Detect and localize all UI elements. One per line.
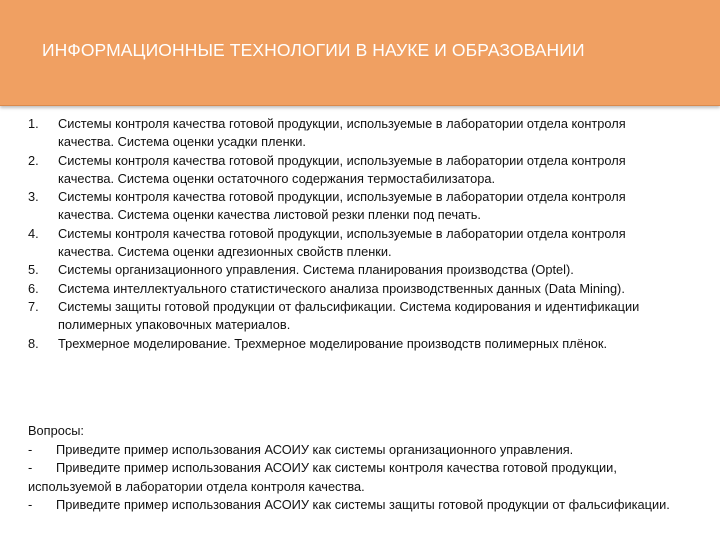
list-item-number: 3. [28,189,39,205]
question-item [28,459,678,496]
list-item-text: Системы контроля качества готовой продукции, используемые в лаборатории отдела контроля качества. Система оценки усадки пленки. [58,116,626,150]
list-item-text: Системы защиты готовой продукции от фальсификации. Система кодирования и идентификации полимерных упаковочных материалов. [58,298,640,333]
question-text: Приведите пример использования АСОИУ как системы организационного управления. [56,441,574,457]
questions-heading: Вопросы: [28,423,84,438]
list-item-number: 4. [28,225,39,241]
list-item-number: 2. [28,152,39,168]
list-item [28,298,678,335]
list-item-number: 5. [28,262,39,278]
list-item-text: Система интеллектуального статистического анализа производственных данных (Data Mining). [58,280,625,296]
list-item-text: Системы контроля качества готовой продукции, используемые в лаборатории отдела контроля качества. Система оценки качества листовой резки пленки под печать. [58,189,626,223]
list-item [28,152,678,189]
list-item-text: Системы контроля качества готовой продукции, используемые в лаборатории отдела контроля качества. Система оценки остаточного содержания термостабилизатора. [58,152,626,186]
list-item [28,261,678,279]
list-item-text: Системы контроля качества готовой продукции, используемые в лаборатории отдела контроля качества. Система оценки адгезионных свойств пленки. [58,225,626,260]
list-item-number: 6. [28,280,39,296]
question-bullet: - [28,460,33,475]
questions-block [28,422,678,515]
question-text: Приведите пример использования АСОИУ как системы защиты готовой продукции от фальсификации. [56,497,670,512]
list-item [28,225,678,262]
question-text: Приведите пример использования АСОИУ как системы контроля качества готовой продукции, используемой в лаборатории отдела контроля качества. [28,460,617,494]
systems-list [28,115,678,353]
question-bullet: - [28,441,33,457]
list-item [28,280,678,298]
question-item [28,441,678,460]
list-item-text: Системы организационного управления. Система планирования производства (Optel). [58,262,574,278]
list-item [28,115,678,152]
list-item-number: 8. [28,335,39,351]
list-item [28,188,678,225]
list-item [28,335,678,353]
list-item-number: 1. [28,116,39,131]
question-bullet: - [28,497,33,512]
slide-header [0,0,720,106]
question-item [28,496,678,515]
slide-title: ИНФОРМАЦИОННЫЕ ТЕХНОЛОГИИ В НАУКЕ И ОБРАЗОВАНИИ [42,40,585,60]
list-item-text: Трехмерное моделирование. Трехмерное моделирование производств полимерных плёнок. [58,335,608,351]
list-item-number: 7. [28,298,39,314]
